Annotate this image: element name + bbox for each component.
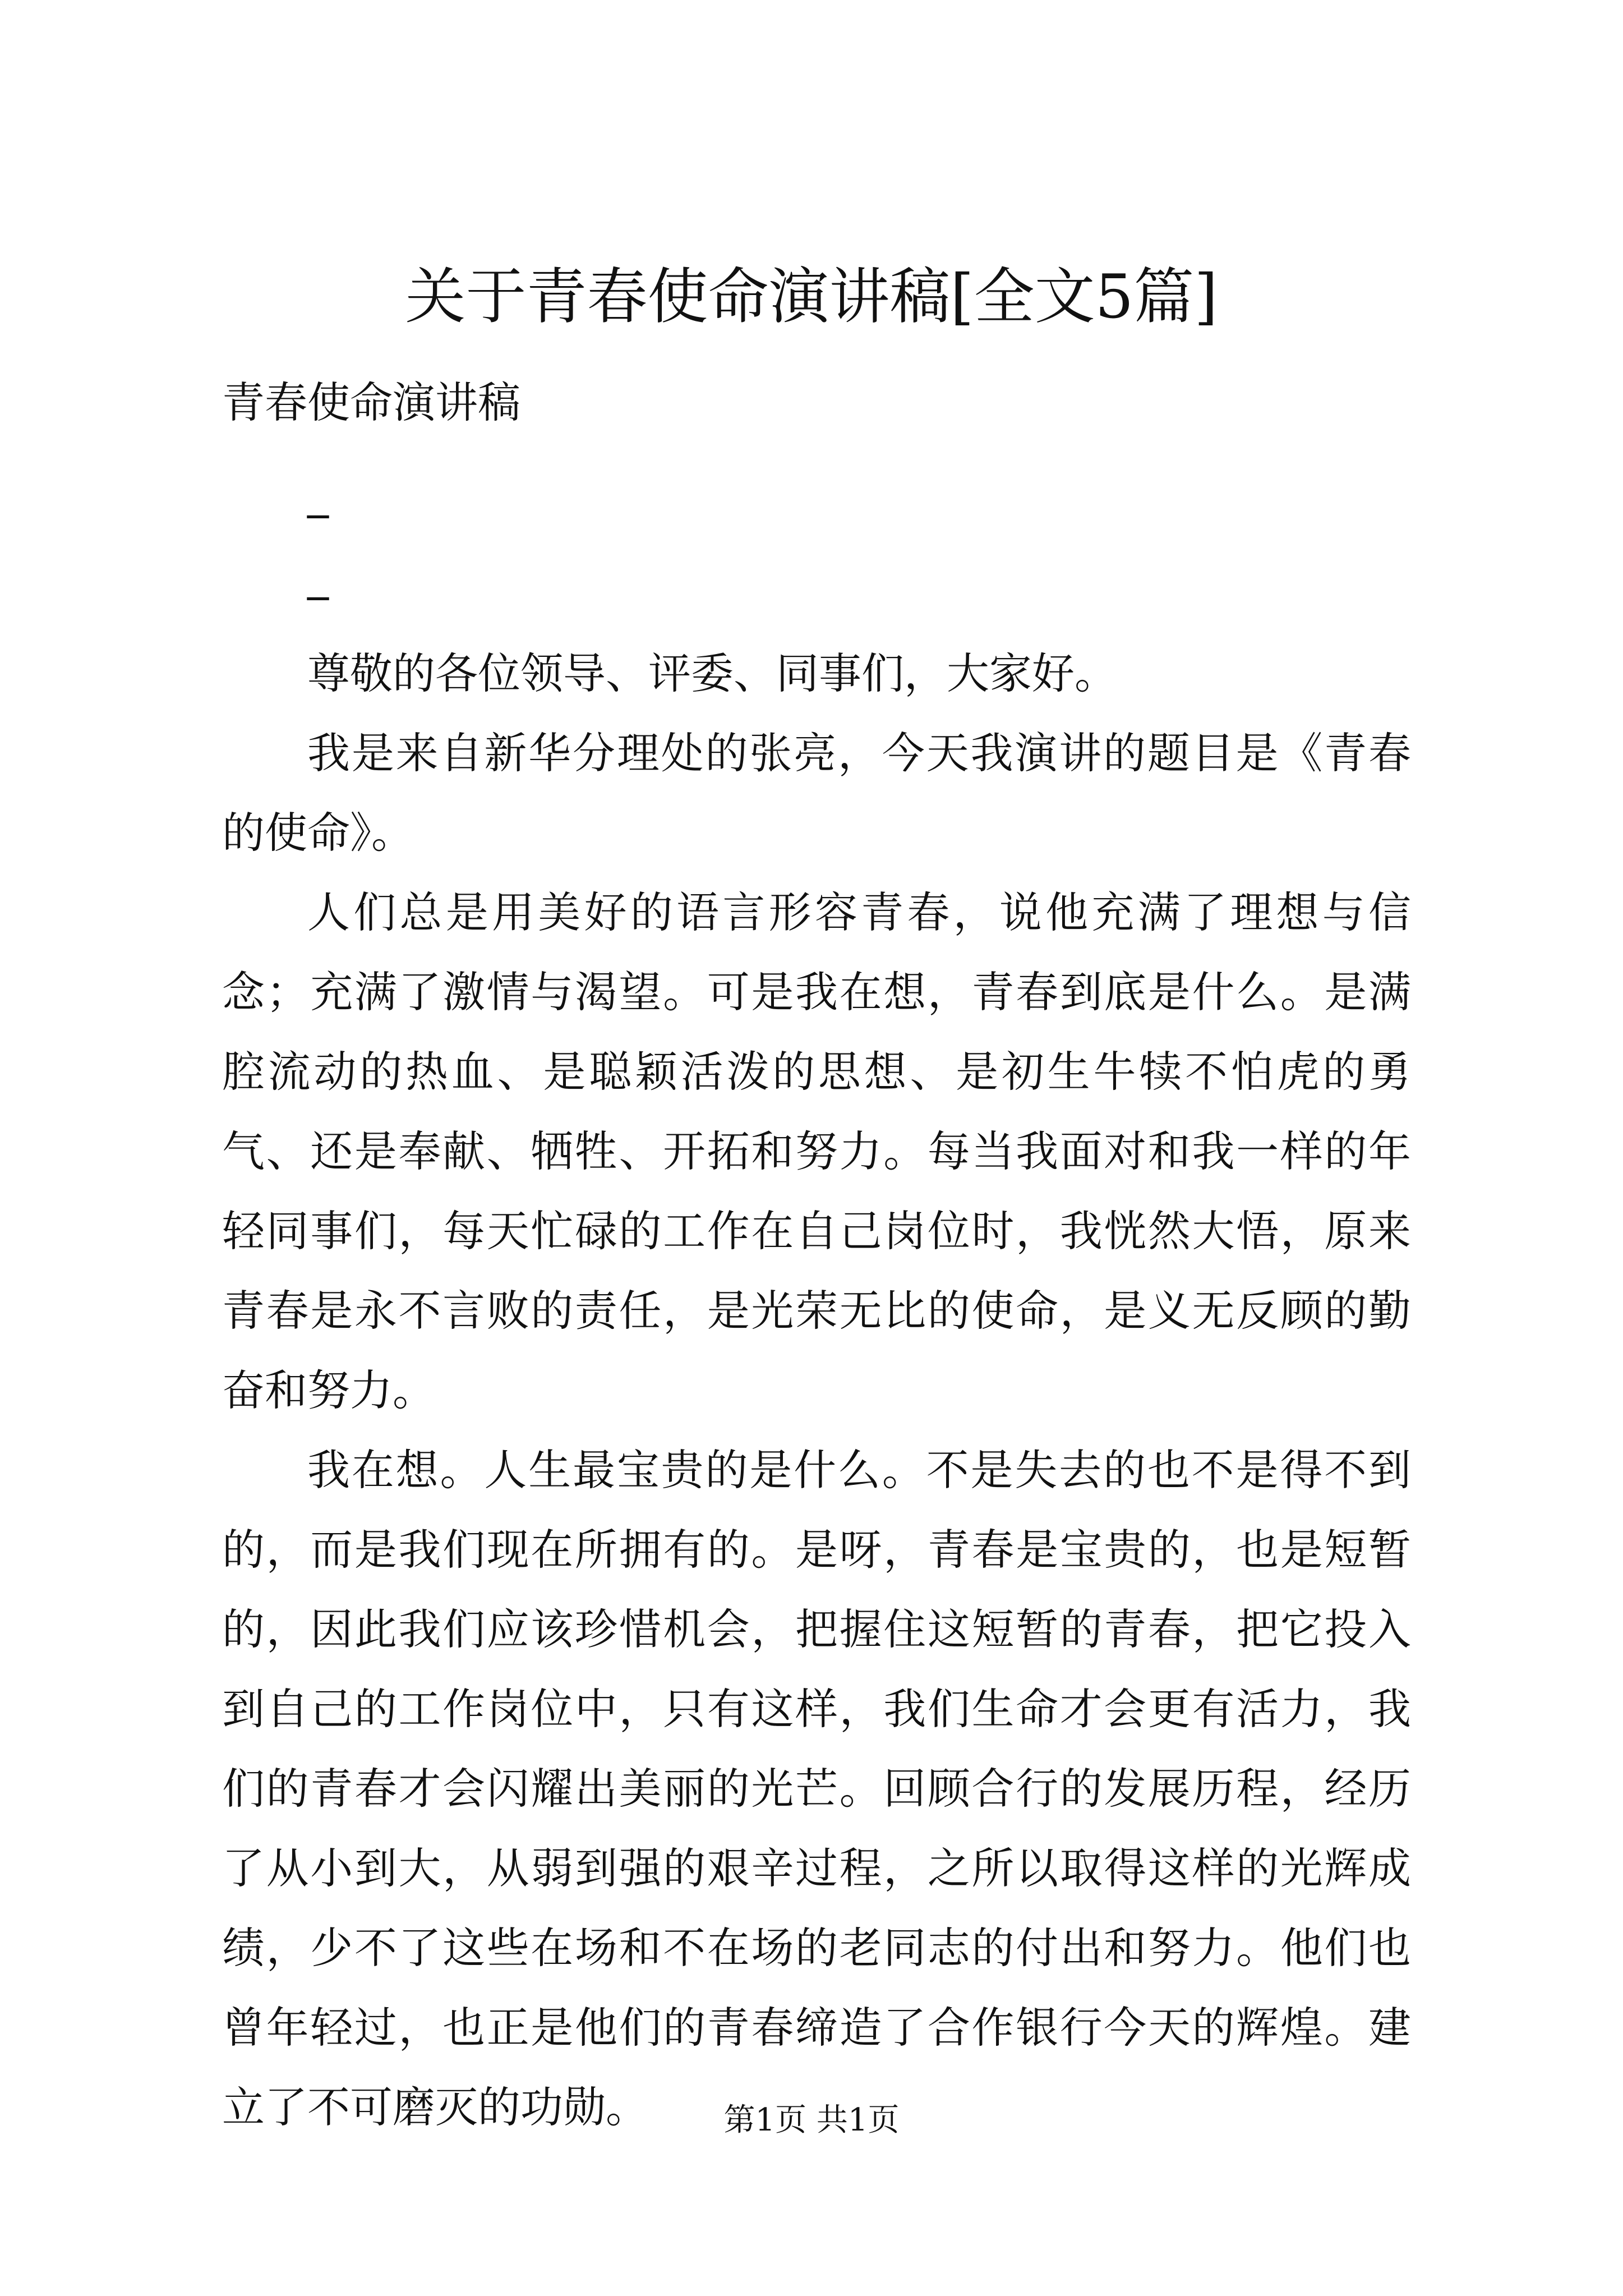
paragraph-youth-meaning: 人们总是用美好的语言形容青春，说他充满了理想与信念；充满了激情与渴望。可是我在想，青春到底是什么。是满腔流动的热血、是聪颖活泼的思想、是初生牛犊不怕虎的勇气、还是奉献、牺牲、开拓和努力。每当我面对和我一样的年轻同事们，每天忙碌的工作在自己岗位时，我恍然大悟，原来青春是永不言败的责任，是光荣无比的使命，是义无反顾的勤奋和努力。: [222, 887, 1411, 1415]
placeholder-dash: _: [307, 550, 329, 600]
paragraph-greeting: 尊敬的各位领导、评委、同事们，大家好。: [307, 648, 1117, 698]
paragraph-intro: 我是来自新华分理处的张亮，今天我演讲的题目是《青春的使命》。: [222, 728, 1411, 858]
page-footer: 第1页 共1页: [723, 2102, 900, 2138]
paragraph-youth-value: 我在想。人生最宝贵的是什么。不是失去的也不是得不到的，而是我们现在所拥有的。是呀，青春是宝贵的，也是短暂的，因此我们应该珍惜机会，把握住这短暂的青春，把它投入到自己的工作岗位中，只有这样，我们生命才会更有活力，我们的青春才会闪耀出美丽的光芒。回顾合行的发展历程，经历了从小到大，从弱到强的艰辛过程，之所以取得这样的光辉成绩，少不了这些在场和不在场的老同志的付出和努力。他们也曾年轻过，也正是他们的青春缔造了合作银行今天的辉煌。建立了不可磨灭的功勋。: [222, 1445, 1411, 2132]
document-subtitle: 青春使命演讲稿: [222, 378, 520, 427]
document-body: [222, 634, 1411, 2147]
placeholder-dash: _: [307, 468, 329, 518]
document-title: 关于青春使命演讲稿[全文5篇]: [405, 262, 1218, 332]
